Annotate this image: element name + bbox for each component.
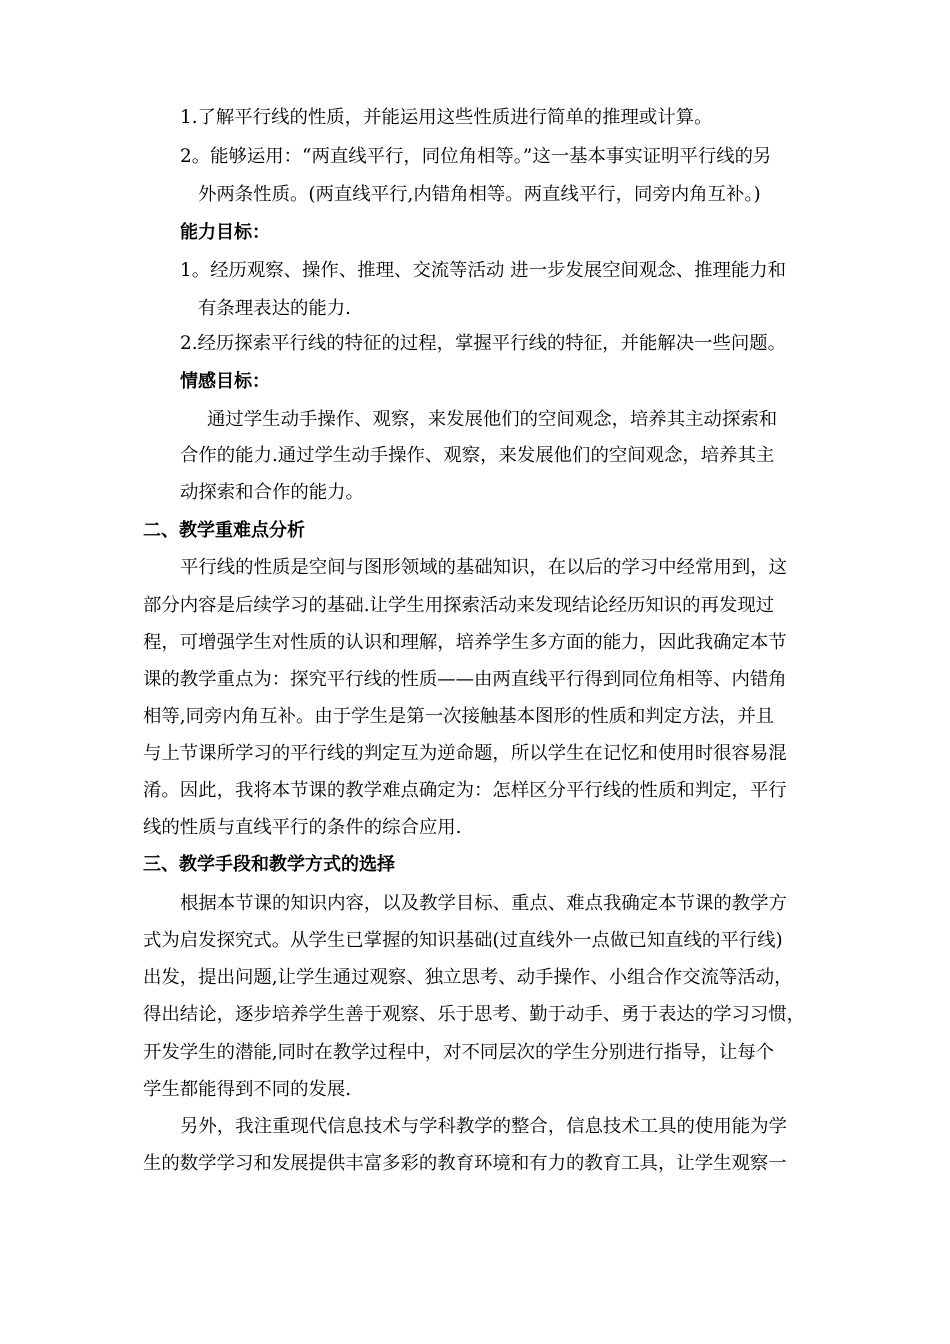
section-2-line: 部分内容是后续学习的基础.让学生用探索活动来发现结论经历知识的再发现过 [143,595,775,616]
emotion-goals-heading: 情感目标： [180,371,270,392]
section-2-line: 淆。因此，我将本节课的教学难点确定为：怎样区分平行线的性质和判定，平行 [143,780,787,801]
section-3-line: 得出结论，逐步培养学生善于观察、乐于思考、勤于动手、勇于表达的学习习惯， [143,1004,806,1025]
ability-goal-item-2: 2.经历探索平行线的特征的过程，掌握平行线的特征，并能解决一些问题。 [180,333,787,354]
section-3-line: 生的数学学习和发展提供丰富多彩的教育环境和有力的教育工具，让学生观察一 [143,1153,787,1174]
ability-goals-heading: 能力目标： [180,222,270,243]
section-3-line: 式为启发探究式。从学生已掌握的知识基础(过直线外一点做已知直线的平行线) [143,930,783,951]
section-3-heading: 三、教学手段和教学方式的选择 [143,854,395,875]
emotion-goal-line: 通过学生动手操作、观察，来发展他们的空间观念，培养其主动探索和 [207,409,778,430]
section-2-line: 平行线的性质是空间与图形领域的基础知识，在以后的学习中经常用到，这 [180,557,787,578]
section-3-line: 另外，我注重现代信息技术与学科教学的整合，信息技术工具的使用能为学 [180,1116,787,1137]
ability-goal-item-1-cont: 有条理表达的能力. [198,298,351,319]
section-2-heading: 二、教学重难点分析 [143,520,305,541]
section-3-line: 学生都能得到不同的发展. [143,1079,352,1100]
emotion-goal-line: 合作的能力.通过学生动手操作、观察，来发展他们的空间观念，培养其主 [180,445,775,466]
knowledge-goal-item-1: 1.了解平行线的性质，并能运用这些性质进行简单的推理或计算。 [180,107,713,128]
section-3-line: 根据本节课的知识内容，以及教学目标、重点、难点我确定本节课的教学方 [180,893,787,914]
section-2-line: 程，可增强学生对性质的认识和理解，培养学生多方面的能力，因此我确定本节 [143,632,787,653]
knowledge-goal-item-2-cont: 外两条性质。(两直线平行,内错角相等。两直线平行，同旁内角互补。) [198,184,761,205]
section-2-line: 线的性质与直线平行的条件的综合应用. [143,817,462,838]
knowledge-goal-item-2: 2。能够运用：“两直线平行，同位角相等。”这一基本事实证明平行线的另 [180,146,772,167]
section-3-line: 出发，提出问题,让学生通过观察、独立思考、动手操作、小组合作交流等活动， [143,967,793,988]
section-2-line: 与上节课所学习的平行线的判定互为逆命题，所以学生在记忆和使用时很容易混 [143,743,787,764]
ability-goal-item-1: 1。经历观察、操作、推理、交流等活动 进一步发展空间观念、推理能力和 [180,260,787,281]
section-2-line: 相等,同旁内角互补。由于学生是第一次接触基本图形的性质和判定方法，并且 [143,706,775,727]
section-2-line: 课的教学重点为：探究平行线的性质——由两直线平行得到同位角相等、内错角 [143,669,787,690]
section-3-line: 开发学生的潜能,同时在教学过程中，对不同层次的学生分别进行指导，让每个 [143,1042,775,1063]
emotion-goal-line: 动探索和合作的能力。 [180,482,364,503]
